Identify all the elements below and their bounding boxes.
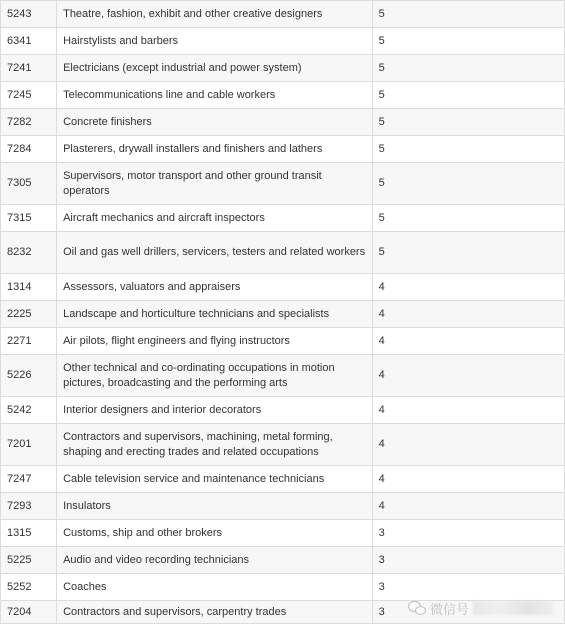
occupation-title: Assessors, valuators and appraisers: [57, 274, 373, 301]
occupation-title: Aircraft mechanics and aircraft inspectors: [57, 205, 373, 232]
occupation-value: 3: [372, 547, 564, 574]
wechat-watermark: [408, 598, 553, 618]
occupation-title: Landscape and horticulture technicians and specialists: [57, 301, 373, 328]
occupation-title: Cable television service and maintenance technicians: [57, 466, 373, 493]
occupation-code: 5242: [1, 397, 57, 424]
occupation-code: 7305: [1, 163, 57, 205]
occupation-value: 4: [372, 301, 564, 328]
occupation-code: 6341: [1, 28, 57, 55]
occupation-title: Customs, ship and other brokers: [57, 520, 373, 547]
occupation-code: 7284: [1, 136, 57, 163]
watermark-text: 微信号: [429, 602, 469, 618]
table-row: [1, 520, 565, 547]
occupation-value: 3: [372, 601, 564, 624]
occupation-title: Hairstylists and barbers: [57, 28, 373, 55]
occupation-title: Air pilots, flight engineers and flying instructors: [57, 328, 373, 355]
table-row: [1, 205, 565, 232]
table-row: [1, 28, 565, 55]
occupation-title: Contractors and supervisors, carpentry trades: [57, 601, 373, 624]
table-row: [1, 397, 565, 424]
occupation-code: 7201: [1, 424, 57, 466]
occupation-value: 5: [372, 82, 564, 109]
occupation-title: Theatre, fashion, exhibit and other creative designers: [57, 1, 373, 28]
occupation-value: 4: [372, 274, 564, 301]
occupation-value: 5: [372, 205, 564, 232]
table-row: [1, 109, 565, 136]
occupation-code: 5226: [1, 355, 57, 397]
occupation-code: 1315: [1, 520, 57, 547]
occupation-code: 7204: [1, 601, 57, 624]
occupation-code: 7247: [1, 466, 57, 493]
occupation-title: Telecommunications line and cable workers: [57, 82, 373, 109]
table-row: [1, 355, 565, 397]
occupation-value: 5: [372, 1, 564, 28]
table-row: [1, 301, 565, 328]
table-row: [1, 424, 565, 466]
occupation-code: 8232: [1, 232, 57, 274]
occupation-value: 5: [372, 232, 564, 274]
occupation-value: 5: [372, 28, 564, 55]
occupation-value: 4: [372, 424, 564, 466]
occupation-value: 5: [372, 136, 564, 163]
occupation-code: 5225: [1, 547, 57, 574]
occupation-value: 3: [372, 520, 564, 547]
occupation-title: Audio and video recording technicians: [57, 547, 373, 574]
occupation-value: 5: [372, 55, 564, 82]
wechat-icon: [408, 601, 426, 615]
occupation-code: 7241: [1, 55, 57, 82]
occupation-code: 7293: [1, 493, 57, 520]
table-row: [1, 493, 565, 520]
occupation-title: Other technical and co-ordinating occupations in motion pictures, broadcasting and the performing arts: [57, 355, 373, 397]
occupation-title: Contractors and supervisors, machining, metal forming, shaping and erecting trades and related occupations: [57, 424, 373, 466]
occupation-title: Oil and gas well drillers, servicers, testers and related workers: [57, 232, 373, 274]
occupation-code: 7282: [1, 109, 57, 136]
occupation-code: 7315: [1, 205, 57, 232]
occupation-value: 5: [372, 163, 564, 205]
occupation-title: Insulators: [57, 493, 373, 520]
occupation-value: 4: [372, 355, 564, 397]
table-row: [1, 274, 565, 301]
table-row: [1, 163, 565, 205]
table-row: [1, 82, 565, 109]
occupation-title: Interior designers and interior decorators: [57, 397, 373, 424]
occupation-code: 2271: [1, 328, 57, 355]
table-row: [1, 1, 565, 28]
occupation-title: Concrete finishers: [57, 109, 373, 136]
occupation-code: 7245: [1, 82, 57, 109]
table-row: [1, 136, 565, 163]
table-row: [1, 547, 565, 574]
occupation-code: 2225: [1, 301, 57, 328]
occupation-value: 4: [372, 466, 564, 493]
table-row: [1, 55, 565, 82]
table-row: [1, 328, 565, 355]
table-row: [1, 466, 565, 493]
occupation-code: 5252: [1, 574, 57, 601]
occupation-title: Supervisors, motor transport and other ground transit operators: [57, 163, 373, 205]
occupation-value: 5: [372, 109, 564, 136]
occupation-value: 3: [372, 574, 564, 601]
occupation-value: 4: [372, 493, 564, 520]
table-row: [1, 574, 565, 601]
occupation-code: 5243: [1, 1, 57, 28]
occupation-title: Plasterers, drywall installers and finishers and lathers: [57, 136, 373, 163]
occupation-title: Electricians (except industrial and power system): [57, 55, 373, 82]
occupation-code: 1314: [1, 274, 57, 301]
table-row: [1, 232, 565, 274]
occupation-title: Coaches: [57, 574, 373, 601]
occupation-value: 4: [372, 328, 564, 355]
occupation-value: 4: [372, 397, 564, 424]
watermark-blurred-id: [473, 601, 553, 615]
